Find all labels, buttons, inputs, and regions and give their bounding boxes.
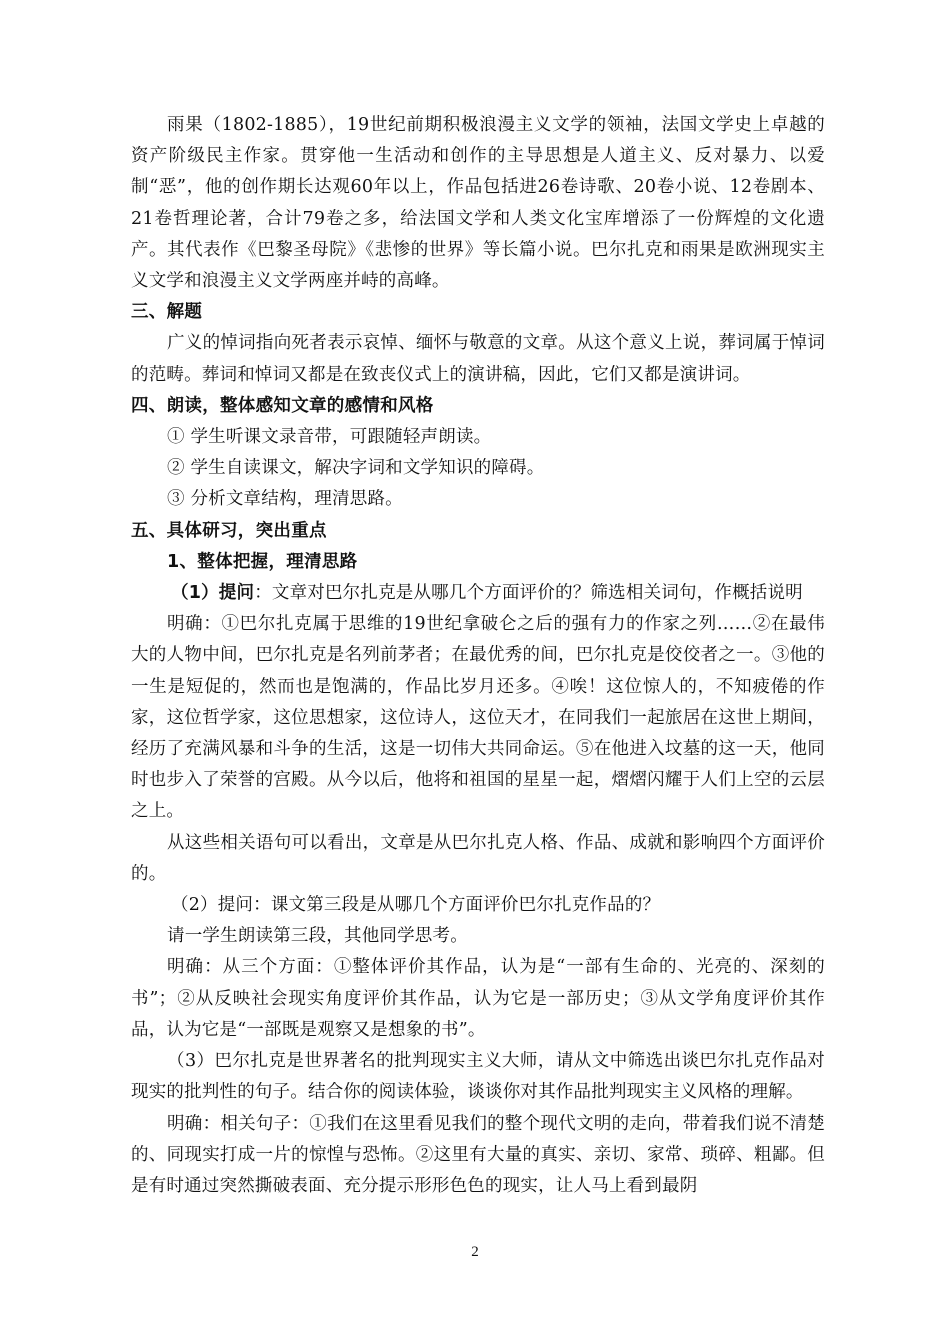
- paragraph-section3-body: 广义的悼词指向死者表示哀悼、缅怀与敬意的文章。从这个意义上说，葬词属于悼词的范畴。葬词和悼词又都是在致丧仪式上的演讲稿，因此，它们又都是演讲词。: [131, 333, 825, 385]
- document-body: [131, 110, 825, 1202]
- question-3: （3）巴尔扎克是世界著名的批判现实主义大师，请从文中筛选出谈巴尔扎克作品对现实的批判性的句子。结合你的阅读体验，谈谈你对其作品批判现实主义风格的理解。: [131, 1051, 825, 1103]
- list-item-reading-1: ① 学生听课文录音带，可跟随轻声朗读。: [167, 427, 492, 448]
- section-heading-5: 五、具体研习，突出重点: [131, 520, 327, 541]
- list-item-reading-2: ② 学生自读课文，解决字词和文学知识的障碍。: [167, 458, 545, 479]
- answer-2: 明确：从三个方面：①整体评价其作品，认为是“一部有生命的、光亮的、深刻的书”；②从反映社会现实角度评价其作品，认为它是一部历史；③从文学角度评价其作品，认为它是“一部既是观察又是想象的书”。: [131, 957, 825, 1040]
- question-1: [131, 578, 825, 609]
- section-heading-4: 四、朗读，整体感知文章的感情和风格: [131, 395, 434, 416]
- paragraph-hugo-intro: 雨果（1802-1885），19世纪前期积极浪漫主义文学的领袖，法国文学史上卓越的资产阶级民主作家。贯穿他一生活动和创作的主导思想是人道主义、反对暴力、以爱制“恶”，他的创作期长达观60年以上，作品包括进26卷诗歌、20卷小说、12卷剧本、21卷哲理论著，合计79卷之多，给法国文学和人类文化宝库增添了一份辉煌的文化遗产。其代表作《巴黎圣母院》《悲惨的世界》等长篇小说。巴尔扎克和雨果是欧洲现实主义文学和浪漫主义文学两座并峙的高峰。: [131, 115, 825, 292]
- question-1-text: ：文章对巴尔扎克是从哪几个方面评价的？筛选相关词句，作概括说明: [254, 583, 803, 604]
- subsection-heading-1: 1、整体把握，理清思路: [167, 551, 358, 572]
- answer-1: 明确：①巴尔扎克属于思维的19世纪拿破仑之后的强有力的作家之列……②在最伟大的人物中间，巴尔扎克是名列前茅者；在最优秀的间，巴尔扎克是佼佼者之一。③他的一生是短促的，然而也是饱满的，作品比岁月还多。④唉！这位惊人的，不知疲倦的作家，这位哲学家，这位思想家，这位诗人，这位天才，在同我们一起旅居在这世上期间，经历了充满风暴和斗争的生活，这是一切伟大共同命运。⑤在他进入坟墓的这一天，他同时也步入了荣誉的宫殿。从今以后，他将和祖国的星星一起，熠熠闪耀于人们上空的云层之上。: [131, 614, 825, 822]
- list-item-reading-3: ③ 分析文章结构，理清思路。: [167, 489, 403, 510]
- question-2-instruction: 请一学生朗读第三段，其他同学思考。: [167, 926, 468, 947]
- question-1-label: （1）提问: [171, 583, 255, 604]
- section-heading-3: 三、解题: [131, 302, 203, 323]
- answer-3: 明确：相关句子：①我们在这里看见我们的整个现代文明的走向，带着我们说不清楚的、同现实打成一片的惊惶与恐怖。②这里有大量的真实、亲切、家常、琐碎、粗鄙。但是有时通过突然撕破表面、充分提示形形色色的现实，让人马上看到最阴: [131, 1113, 825, 1196]
- answer-1-summary: 从这些相关语句可以看出，文章是从巴尔扎克人格、作品、成就和影响四个方面评价的。: [131, 832, 825, 884]
- question-2: （2）提问：课文第三段是从哪几个方面评价巴尔扎克作品的？: [171, 895, 661, 916]
- page-number: 2: [471, 1244, 479, 1260]
